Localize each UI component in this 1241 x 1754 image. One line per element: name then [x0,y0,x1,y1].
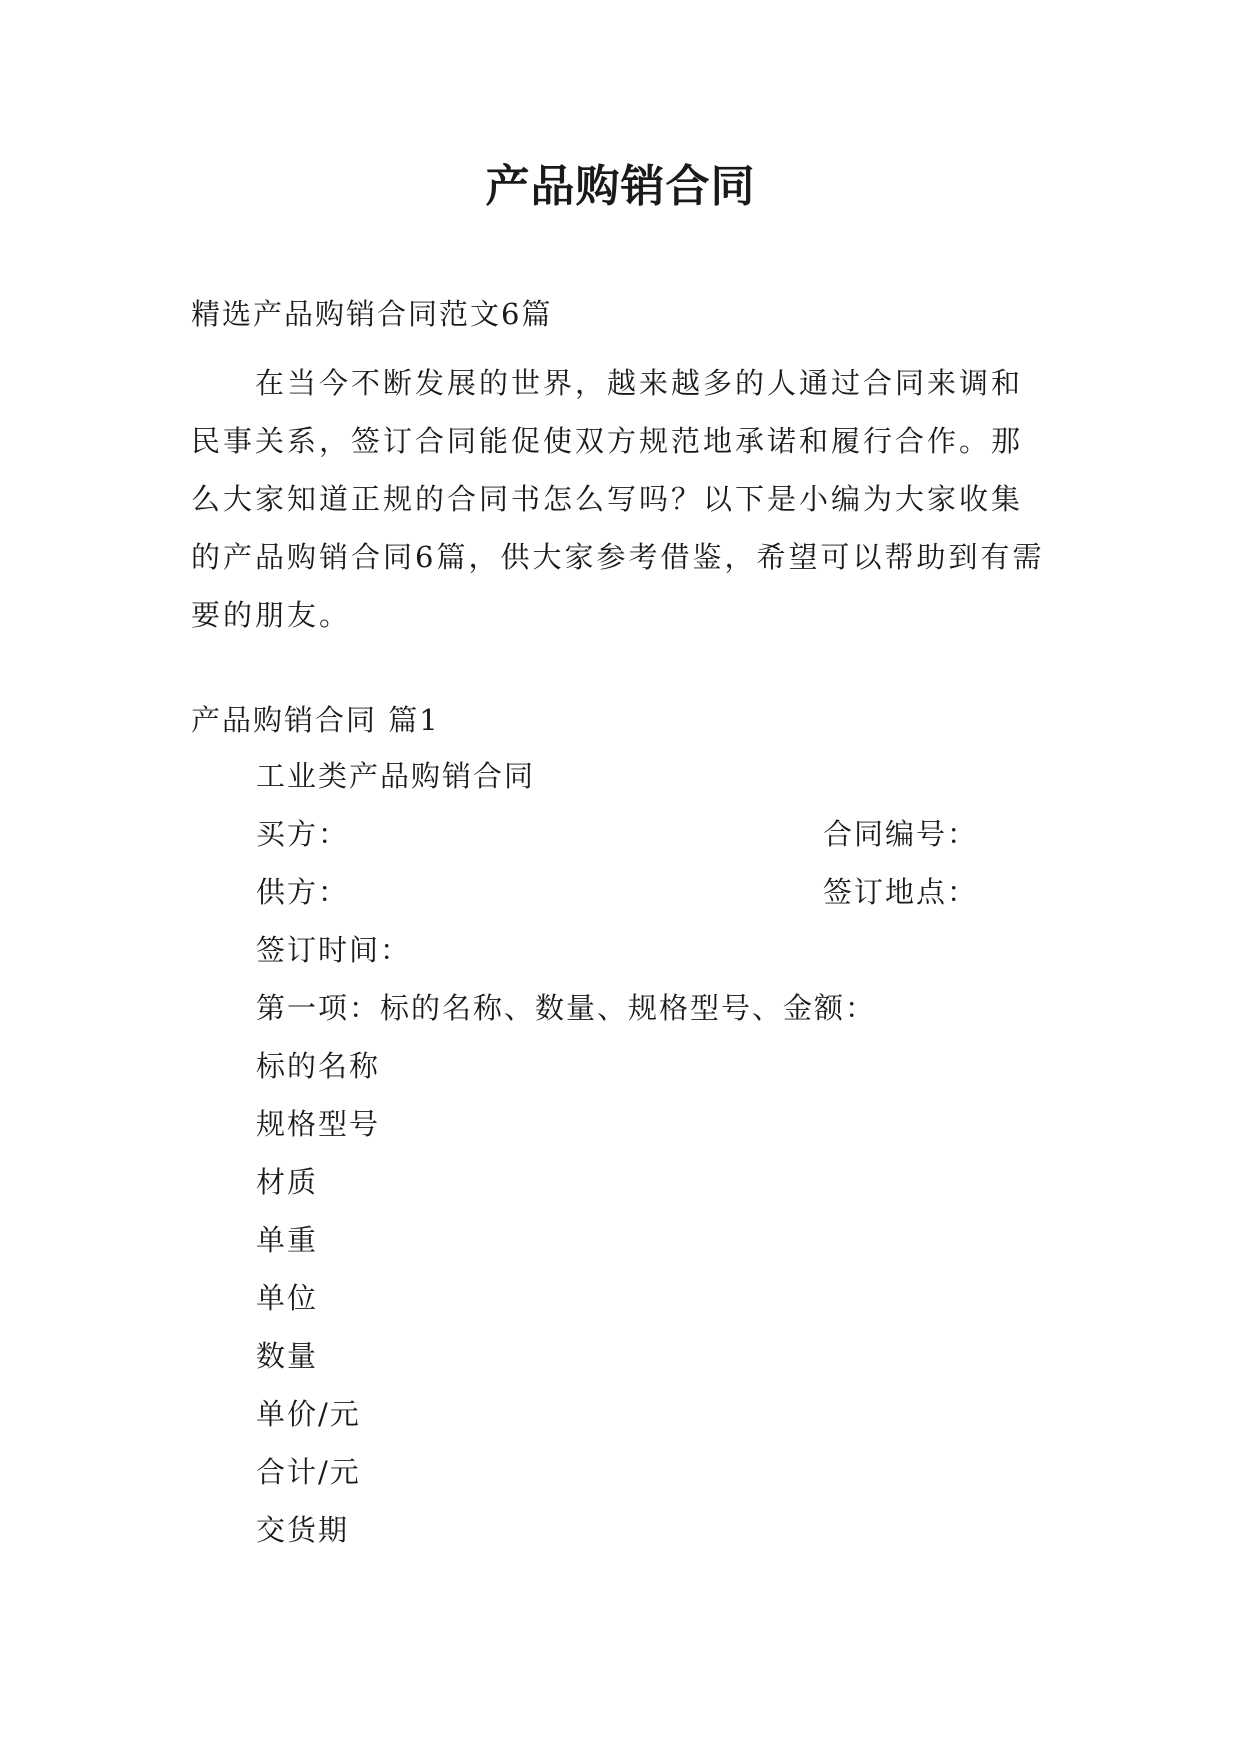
section-heading: 产品购销合同 篇1 [191,703,440,737]
field-item: 数量 [256,1339,319,1373]
field-item: 标的名称 [256,1049,381,1083]
document-subtitle: 精选产品购销合同范文6篇 [191,297,553,331]
sign-place-label: 签订地点： [823,875,979,909]
document-title: 产品购销合同 [485,161,756,212]
contract-type: 工业类产品购销合同 [256,759,536,793]
field-item: 规格型号 [256,1107,381,1141]
field-item: 交货期 [256,1513,350,1547]
supplier-label: 供方： [256,875,350,909]
sign-time-label: 签订时间： [256,933,412,967]
field-item: 单价/元 [256,1397,361,1431]
contract-number-label: 合同编号： [823,817,979,851]
field-item: 单位 [256,1281,319,1315]
buyer-label: 买方： [256,817,350,851]
field-item: 合计/元 [256,1455,361,1489]
field-item: 材质 [256,1165,319,1199]
intro-paragraph: 在当今不断发展的世界，越来越多的人通过合同来调和民事关系，签订合同能促使双方规范地承诺和履行合作。那么大家知道正规的合同书怎么写吗？以下是小编为大家收集的产品购销合同6篇，供大家参考借鉴，希望可以帮助到有需要的朋友。 [191,366,1045,632]
field-item: 单重 [256,1223,319,1257]
item-heading: 第一项：标的名称、数量、规格型号、金额： [256,991,877,1025]
